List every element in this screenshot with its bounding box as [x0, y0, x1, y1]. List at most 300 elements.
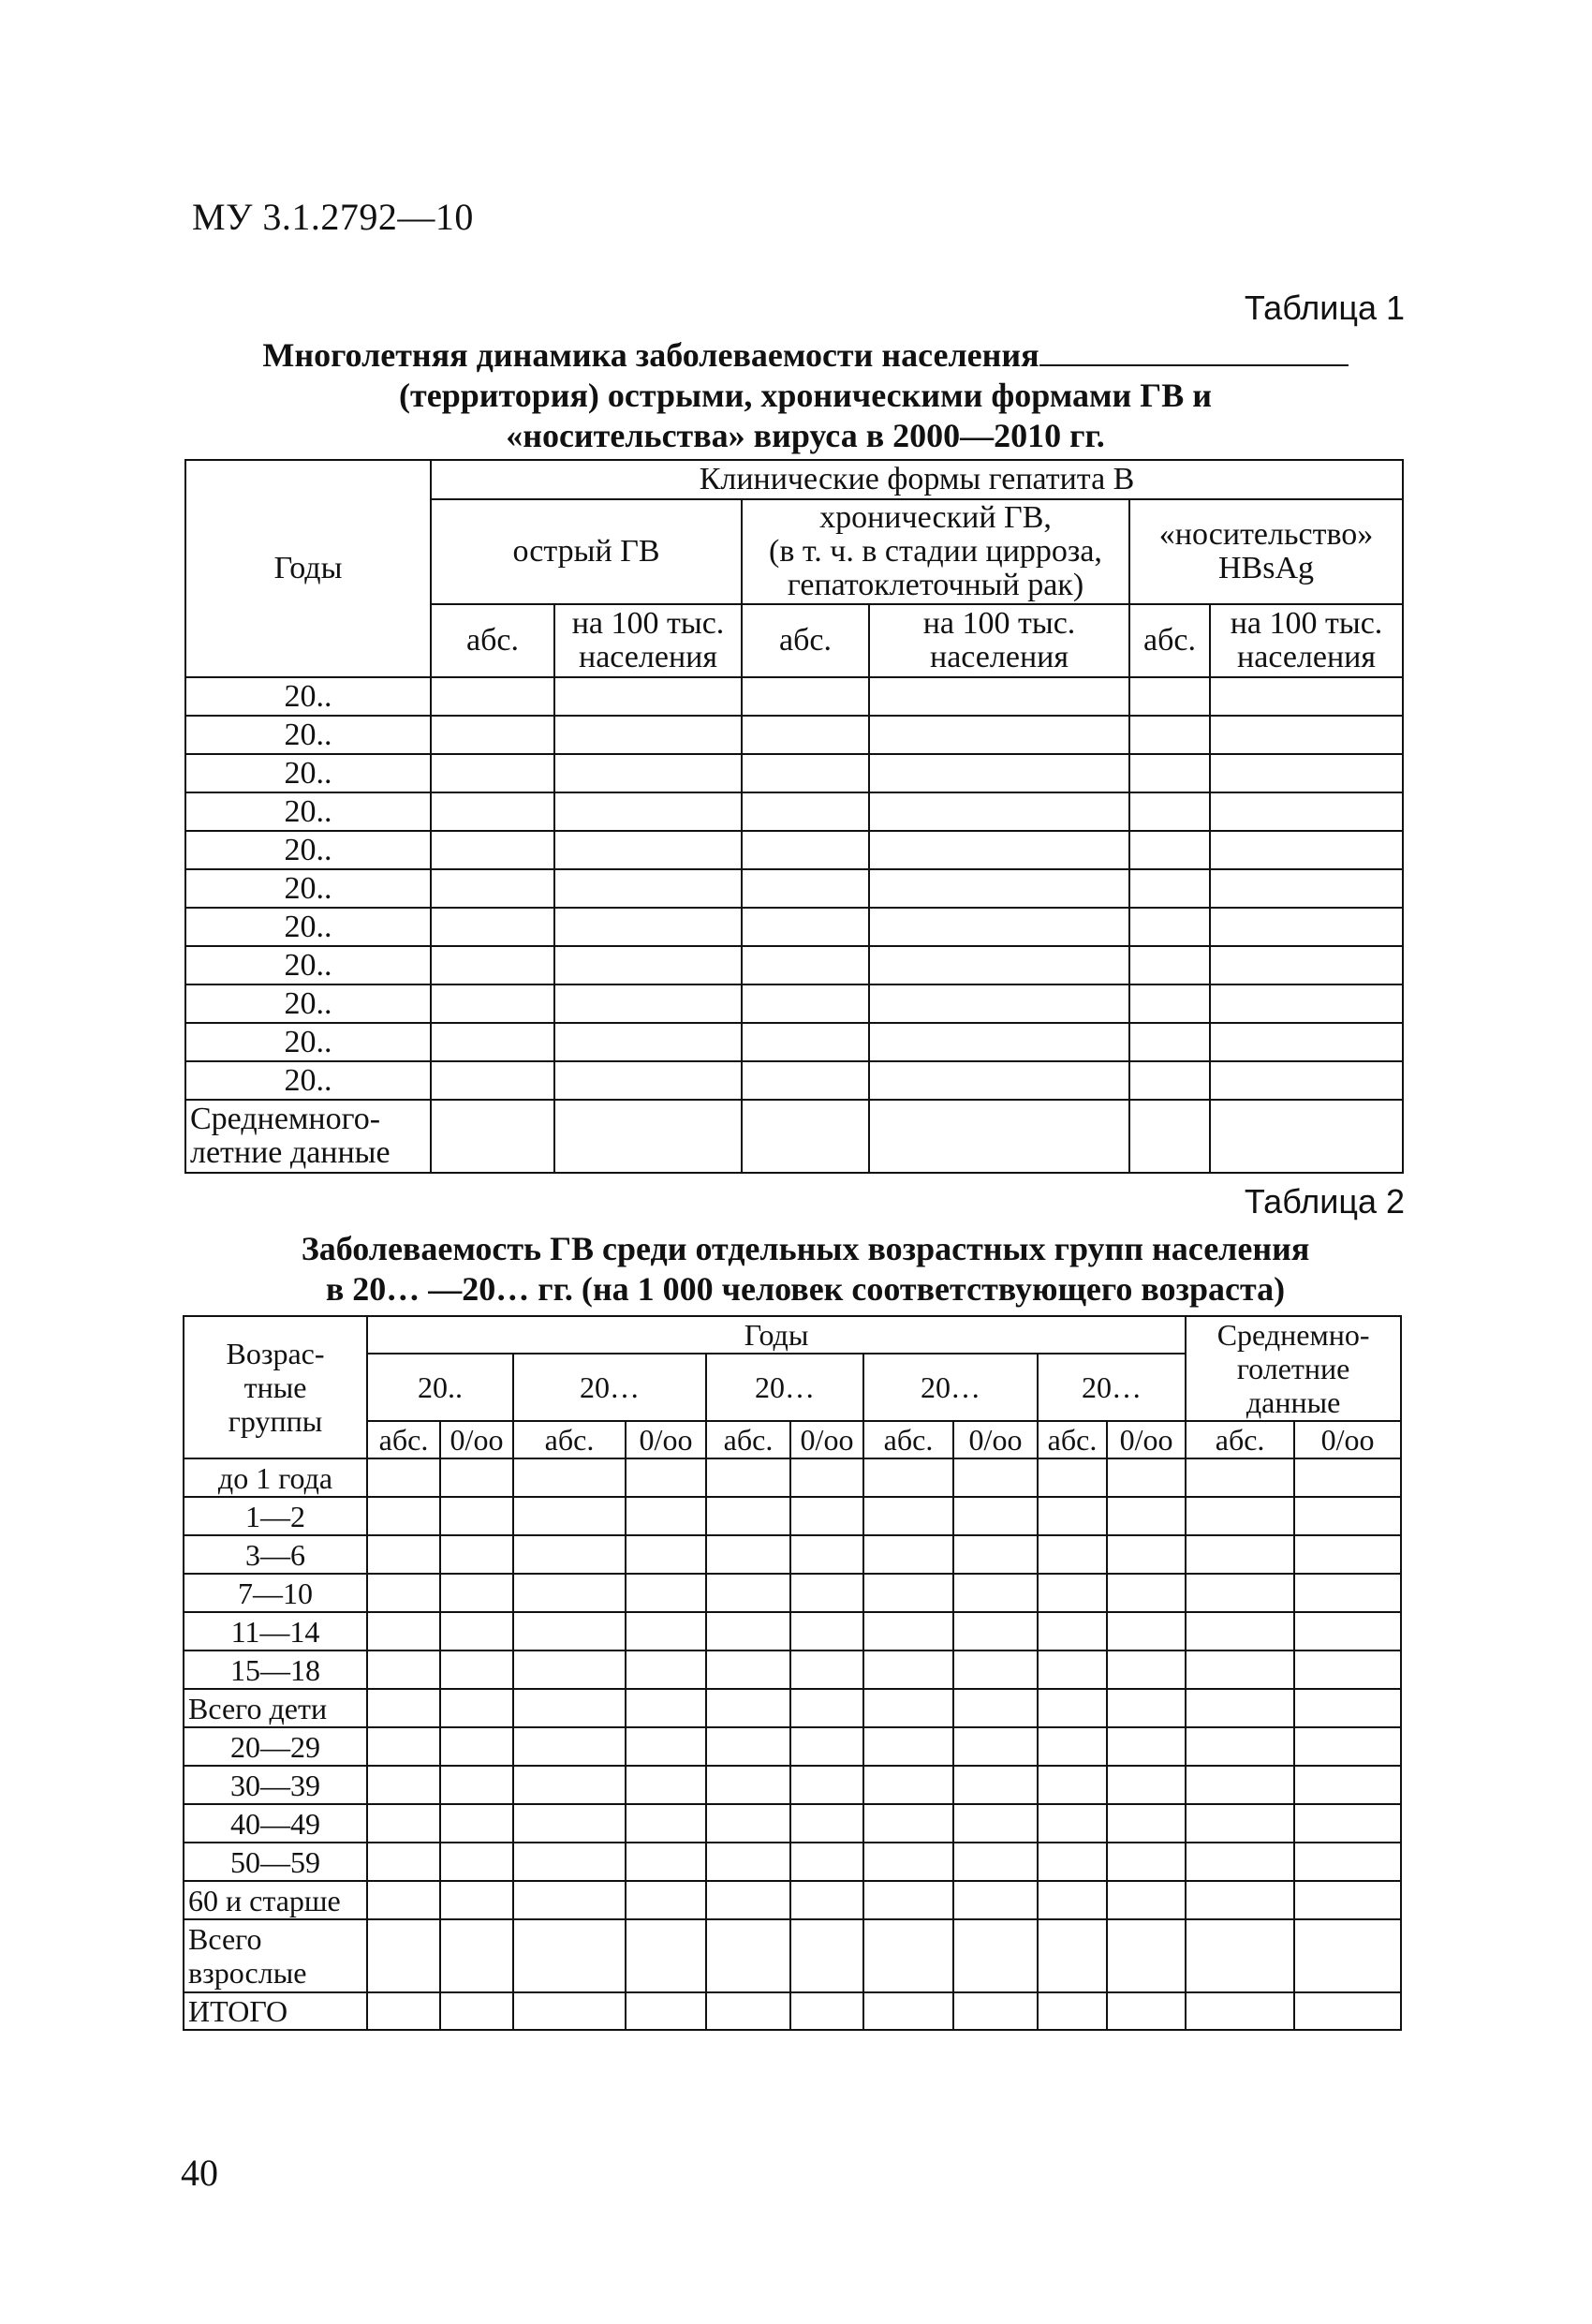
table-cell[interactable]	[742, 984, 869, 1023]
table-cell[interactable]	[1186, 1535, 1294, 1574]
table-cell[interactable]	[440, 1843, 513, 1881]
table-cell[interactable]	[440, 1574, 513, 1612]
year-cell: 20..	[185, 677, 431, 716]
table-cell[interactable]	[1294, 1497, 1401, 1535]
age-group-cell: Всего дети	[184, 1689, 367, 1727]
table-cell[interactable]	[554, 754, 742, 792]
table-cell[interactable]	[1038, 1535, 1107, 1574]
table-cell[interactable]	[1294, 1650, 1401, 1689]
table-cell[interactable]	[1294, 1574, 1401, 1612]
table-cell[interactable]	[1186, 1766, 1294, 1804]
table-cell[interactable]	[869, 1061, 1129, 1100]
table-cell[interactable]	[367, 1612, 440, 1650]
table-cell[interactable]	[790, 1458, 863, 1497]
table-cell[interactable]	[440, 1689, 513, 1727]
table2-header-age-groups	[184, 1316, 367, 1458]
table-cell[interactable]	[790, 1919, 863, 1992]
table-row	[185, 1061, 1403, 1100]
table-cell[interactable]	[742, 677, 869, 716]
table-cell[interactable]	[1107, 1992, 1186, 2030]
table-cell[interactable]	[1129, 869, 1210, 908]
table-cell[interactable]	[790, 1497, 863, 1535]
age-group-cell: 3—6	[184, 1535, 367, 1574]
table-cell[interactable]	[440, 1650, 513, 1689]
table-cell[interactable]	[626, 1881, 706, 1919]
table-cell[interactable]	[863, 1881, 953, 1919]
table-cell[interactable]	[706, 1881, 790, 1919]
table-cell[interactable]	[953, 1992, 1038, 2030]
table-cell[interactable]	[706, 1612, 790, 1650]
table1-header-chronic	[742, 499, 1129, 604]
table-cell[interactable]	[626, 1919, 706, 1992]
table-cell[interactable]	[706, 1689, 790, 1727]
table-cell[interactable]	[367, 1843, 440, 1881]
year-cell: 20..	[185, 869, 431, 908]
table-cell[interactable]	[440, 1612, 513, 1650]
table-cell[interactable]	[953, 1458, 1038, 1497]
table-cell[interactable]	[863, 1689, 953, 1727]
table-cell[interactable]	[1107, 1727, 1186, 1766]
table-cell[interactable]	[626, 1727, 706, 1766]
table-cell[interactable]	[706, 1535, 790, 1574]
table2-total-adults-label	[184, 1919, 367, 1992]
table-cell[interactable]	[554, 908, 742, 946]
year-header: 20…	[513, 1354, 706, 1421]
table-cell[interactable]	[554, 984, 742, 1023]
table-cell[interactable]	[554, 677, 742, 716]
table-cell[interactable]	[953, 1727, 1038, 1766]
table-row	[184, 1458, 1401, 1497]
table-cell[interactable]	[790, 1881, 863, 1919]
table-cell[interactable]	[626, 1650, 706, 1689]
table-cell[interactable]	[742, 1023, 869, 1061]
table-row	[185, 716, 1403, 754]
table-cell[interactable]	[431, 946, 554, 984]
table-cell[interactable]	[513, 1919, 626, 1992]
table-cell[interactable]	[706, 1574, 790, 1612]
table2-title-line2: в 20… —20… гг. (на 1 000 человек соответствующего возраста)	[325, 1270, 1286, 1308]
table-cell[interactable]	[1186, 1612, 1294, 1650]
table-cell[interactable]	[431, 716, 554, 754]
year-cell: 20..	[185, 1023, 431, 1061]
table1-sub-abs: абс.	[742, 604, 869, 677]
table-cell[interactable]	[706, 1766, 790, 1804]
table-cell[interactable]	[431, 1061, 554, 1100]
table-cell[interactable]	[440, 1766, 513, 1804]
table-cell[interactable]	[1186, 1843, 1294, 1881]
table-cell[interactable]	[790, 1650, 863, 1689]
table-cell[interactable]	[869, 908, 1129, 946]
table-cell[interactable]	[790, 1843, 863, 1881]
table-cell[interactable]	[790, 1535, 863, 1574]
table-cell[interactable]	[1210, 946, 1403, 984]
table-cell[interactable]	[863, 1497, 953, 1535]
table-cell[interactable]	[1294, 1881, 1401, 1919]
year-header: 20…	[1038, 1354, 1186, 1421]
table-cell[interactable]	[869, 1100, 1129, 1173]
table-cell[interactable]	[742, 1100, 869, 1173]
table-cell[interactable]	[513, 1843, 626, 1881]
table-cell[interactable]	[1038, 1843, 1107, 1881]
table-cell[interactable]	[431, 754, 554, 792]
table-cell[interactable]	[367, 1497, 440, 1535]
table-cell[interactable]	[1210, 754, 1403, 792]
table-cell[interactable]	[790, 1727, 863, 1766]
table-cell[interactable]	[1294, 1843, 1401, 1881]
age-group-cell: 40—49	[184, 1804, 367, 1843]
table-cell[interactable]	[863, 1650, 953, 1689]
table-cell[interactable]	[626, 1574, 706, 1612]
sub-permille: 0/оо	[953, 1421, 1038, 1458]
table-cell[interactable]	[1038, 1458, 1107, 1497]
per100k-line1: на 100 тыс.	[571, 606, 725, 641]
table-cell[interactable]	[953, 1843, 1038, 1881]
table-cell[interactable]	[554, 1023, 742, 1061]
table-cell[interactable]	[513, 1650, 626, 1689]
table-cell[interactable]	[1107, 1574, 1186, 1612]
table1-header-years: Годы	[185, 460, 431, 677]
table-cell[interactable]	[1186, 1919, 1294, 1992]
table1	[184, 459, 1404, 1174]
table-cell[interactable]	[1186, 1497, 1294, 1535]
table-cell[interactable]	[367, 1458, 440, 1497]
table-cell[interactable]	[1210, 677, 1403, 716]
table-cell[interactable]	[1038, 1727, 1107, 1766]
table-cell[interactable]	[1129, 908, 1210, 946]
per100k-line2: населения	[930, 640, 1069, 674]
table-cell[interactable]	[863, 1843, 953, 1881]
table-cell[interactable]	[790, 1574, 863, 1612]
table1-sub-abs: абс.	[1129, 604, 1210, 677]
table-cell[interactable]	[1107, 1689, 1186, 1727]
chronic-line3: гепатоклеточный рак)	[787, 568, 1084, 602]
table-cell[interactable]	[1186, 1574, 1294, 1612]
table-cell[interactable]	[440, 1458, 513, 1497]
table-cell[interactable]	[1294, 1535, 1401, 1574]
table-cell[interactable]	[513, 1689, 626, 1727]
table-cell[interactable]	[513, 1612, 626, 1650]
table-cell[interactable]	[554, 1100, 742, 1173]
table-cell[interactable]	[431, 1023, 554, 1061]
table-cell[interactable]	[706, 1497, 790, 1535]
age-group-cell: 15—18	[184, 1650, 367, 1689]
summary-line2: летние данные	[190, 1135, 391, 1170]
table-cell[interactable]	[1038, 1574, 1107, 1612]
per100k-line1: на 100 тыс.	[1230, 606, 1383, 641]
table2-label: Таблица 2	[1244, 1182, 1405, 1221]
table-cell[interactable]	[367, 1804, 440, 1843]
table-cell[interactable]	[1107, 1881, 1186, 1919]
table-cell[interactable]	[1294, 1612, 1401, 1650]
table-cell[interactable]	[706, 1458, 790, 1497]
table-cell[interactable]	[1107, 1650, 1186, 1689]
table-cell[interactable]	[1107, 1497, 1186, 1535]
table-cell[interactable]	[1186, 1881, 1294, 1919]
table1-title-line2: (территория) острыми, хроническими формами ГВ и	[399, 377, 1212, 414]
territory-blank	[1039, 336, 1349, 366]
table-cell[interactable]	[1129, 1061, 1210, 1100]
table-cell[interactable]	[513, 1574, 626, 1612]
table-cell[interactable]	[863, 1804, 953, 1843]
table-row	[184, 1766, 1401, 1804]
table-cell[interactable]	[626, 1689, 706, 1727]
year-cell: 20..	[185, 754, 431, 792]
table-cell[interactable]	[1210, 1100, 1403, 1173]
table-cell[interactable]	[1038, 1881, 1107, 1919]
table-cell[interactable]	[953, 1535, 1038, 1574]
table-cell[interactable]	[1294, 1919, 1401, 1992]
table-cell[interactable]	[1210, 792, 1403, 831]
table1-title	[225, 335, 1386, 456]
table-cell[interactable]	[706, 1992, 790, 2030]
table-cell[interactable]	[1129, 831, 1210, 869]
table-cell[interactable]	[869, 831, 1129, 869]
table-cell[interactable]	[790, 1766, 863, 1804]
table2-total-adults-row	[184, 1919, 1401, 1992]
table-cell[interactable]	[554, 1061, 742, 1100]
table-cell[interactable]	[554, 869, 742, 908]
table-cell[interactable]	[554, 792, 742, 831]
year-cell: 20..	[185, 716, 431, 754]
table-row	[185, 792, 1403, 831]
table-cell[interactable]	[440, 1535, 513, 1574]
table-cell[interactable]	[869, 946, 1129, 984]
year-cell: 20..	[185, 946, 431, 984]
table-cell[interactable]	[440, 1727, 513, 1766]
table-cell[interactable]	[863, 1766, 953, 1804]
table-cell[interactable]	[742, 831, 869, 869]
table-cell[interactable]	[1186, 1992, 1294, 2030]
table-cell[interactable]	[706, 1919, 790, 1992]
table-cell[interactable]	[513, 1727, 626, 1766]
table-cell[interactable]	[953, 1766, 1038, 1804]
table-cell[interactable]	[742, 908, 869, 946]
table-cell[interactable]	[626, 1766, 706, 1804]
table-cell[interactable]	[1038, 1612, 1107, 1650]
age-group-cell: 20—29	[184, 1727, 367, 1766]
age-group-cell: 1—2	[184, 1497, 367, 1535]
table-cell[interactable]	[790, 1992, 863, 2030]
table-cell[interactable]	[1294, 1727, 1401, 1766]
table-cell[interactable]	[863, 1535, 953, 1574]
table-cell[interactable]	[1210, 1023, 1403, 1061]
table-cell[interactable]	[431, 677, 554, 716]
table-cell[interactable]	[953, 1574, 1038, 1612]
table-cell[interactable]	[431, 792, 554, 831]
table-cell[interactable]	[367, 1919, 440, 1992]
table-cell[interactable]	[706, 1843, 790, 1881]
table-cell[interactable]	[1038, 1650, 1107, 1689]
table-cell[interactable]	[869, 754, 1129, 792]
table-cell[interactable]	[367, 1727, 440, 1766]
table-cell[interactable]	[1129, 716, 1210, 754]
table-cell[interactable]	[953, 1919, 1038, 1992]
table-cell[interactable]	[1107, 1458, 1186, 1497]
table-cell[interactable]	[513, 1497, 626, 1535]
table-cell[interactable]	[626, 1843, 706, 1881]
year-cell: 20..	[185, 984, 431, 1023]
chronic-line1: хронический ГВ,	[819, 500, 1052, 535]
table-cell[interactable]	[863, 1612, 953, 1650]
table-cell[interactable]	[869, 984, 1129, 1023]
table-cell[interactable]	[513, 1992, 626, 2030]
table-cell[interactable]	[1210, 1061, 1403, 1100]
per100k-line2: населения	[579, 640, 717, 674]
table-cell[interactable]	[440, 1804, 513, 1843]
table-cell[interactable]	[742, 716, 869, 754]
table-cell[interactable]	[1210, 908, 1403, 946]
table-cell[interactable]	[1107, 1535, 1186, 1574]
table-cell[interactable]	[1210, 869, 1403, 908]
table-cell[interactable]	[431, 1100, 554, 1173]
table-cell[interactable]	[790, 1612, 863, 1650]
table-cell[interactable]	[1038, 1689, 1107, 1727]
table1-sub-abs: абс.	[431, 604, 554, 677]
table-cell[interactable]	[1294, 1992, 1401, 2030]
table-cell[interactable]	[742, 946, 869, 984]
table-cell[interactable]	[1294, 1766, 1401, 1804]
table-cell[interactable]	[706, 1650, 790, 1689]
table-cell[interactable]	[953, 1612, 1038, 1650]
table-cell[interactable]	[431, 908, 554, 946]
table-cell[interactable]	[1186, 1727, 1294, 1766]
table-cell[interactable]	[742, 869, 869, 908]
table-cell[interactable]	[742, 754, 869, 792]
table-row	[184, 1535, 1401, 1574]
table-cell[interactable]	[790, 1689, 863, 1727]
table-cell[interactable]	[1186, 1650, 1294, 1689]
table-cell[interactable]	[1038, 1919, 1107, 1992]
age-group-cell: 7—10	[184, 1574, 367, 1612]
table-cell[interactable]	[431, 831, 554, 869]
table-row	[184, 1650, 1401, 1689]
table-cell[interactable]	[367, 1535, 440, 1574]
table-cell[interactable]	[440, 1497, 513, 1535]
table-cell[interactable]	[863, 1458, 953, 1497]
table-cell[interactable]	[431, 984, 554, 1023]
table-cell[interactable]	[1107, 1612, 1186, 1650]
table-cell[interactable]	[367, 1689, 440, 1727]
table-cell[interactable]	[869, 792, 1129, 831]
table-cell[interactable]	[863, 1574, 953, 1612]
table-cell[interactable]	[1294, 1689, 1401, 1727]
table-cell[interactable]	[742, 1061, 869, 1100]
table-cell[interactable]	[1107, 1804, 1186, 1843]
table-cell[interactable]	[626, 1992, 706, 2030]
table-cell[interactable]	[367, 1992, 440, 2030]
table-cell[interactable]	[367, 1766, 440, 1804]
table-cell[interactable]	[953, 1689, 1038, 1727]
table-cell[interactable]	[869, 677, 1129, 716]
table-cell[interactable]	[869, 869, 1129, 908]
age-group-cell: 30—39	[184, 1766, 367, 1804]
table-cell[interactable]	[1129, 1100, 1210, 1173]
table-row	[185, 677, 1403, 716]
table-cell[interactable]	[869, 716, 1129, 754]
table-cell[interactable]	[1186, 1458, 1294, 1497]
sub-abs: абс.	[706, 1421, 790, 1458]
table-cell[interactable]	[1186, 1689, 1294, 1727]
table-cell[interactable]	[863, 1727, 953, 1766]
table-row	[185, 946, 1403, 984]
adults-line1: Всего	[188, 1922, 262, 1956]
table-row	[185, 1023, 1403, 1061]
table-cell[interactable]	[1129, 754, 1210, 792]
table-cell[interactable]	[554, 946, 742, 984]
table-cell[interactable]	[953, 1497, 1038, 1535]
table-cell[interactable]	[1210, 831, 1403, 869]
table-cell[interactable]	[1129, 946, 1210, 984]
table-cell[interactable]	[1129, 792, 1210, 831]
sub-abs: абс.	[367, 1421, 440, 1458]
table1-sub-per100k	[554, 604, 742, 677]
table-cell[interactable]	[513, 1766, 626, 1804]
table-cell[interactable]	[513, 1881, 626, 1919]
table-cell[interactable]	[626, 1458, 706, 1497]
table-row	[184, 1574, 1401, 1612]
table-cell[interactable]	[1107, 1766, 1186, 1804]
table-cell[interactable]	[953, 1650, 1038, 1689]
table2-title	[225, 1229, 1386, 1310]
table-cell[interactable]	[1210, 716, 1403, 754]
table-cell[interactable]	[1294, 1458, 1401, 1497]
table-cell[interactable]	[431, 869, 554, 908]
table-cell[interactable]	[1107, 1919, 1186, 1992]
sub-permille: 0/оо	[1107, 1421, 1186, 1458]
table-cell[interactable]	[1210, 984, 1403, 1023]
table-cell[interactable]	[953, 1881, 1038, 1919]
table-cell[interactable]	[1038, 1766, 1107, 1804]
sub-abs: абс.	[513, 1421, 626, 1458]
table-cell[interactable]	[706, 1804, 790, 1843]
table1-header-carrier	[1129, 499, 1403, 604]
table-cell[interactable]	[953, 1804, 1038, 1843]
table-cell[interactable]	[1129, 1023, 1210, 1061]
table-cell[interactable]	[1129, 677, 1210, 716]
table-cell[interactable]	[554, 716, 742, 754]
age-group-cell: 11—14	[184, 1612, 367, 1650]
table-cell[interactable]	[863, 1919, 953, 1992]
table-cell[interactable]	[1038, 1804, 1107, 1843]
table-cell[interactable]	[440, 1919, 513, 1992]
table-cell[interactable]	[626, 1612, 706, 1650]
table-cell[interactable]	[513, 1458, 626, 1497]
table-cell[interactable]	[869, 1023, 1129, 1061]
table-cell[interactable]	[440, 1881, 513, 1919]
table-cell[interactable]	[1038, 1992, 1107, 2030]
table-cell[interactable]	[626, 1535, 706, 1574]
table-cell[interactable]	[626, 1497, 706, 1535]
table-cell[interactable]	[1294, 1804, 1401, 1843]
table-cell[interactable]	[626, 1804, 706, 1843]
table-cell[interactable]	[790, 1804, 863, 1843]
table-cell[interactable]	[554, 831, 742, 869]
table-cell[interactable]	[863, 1992, 953, 2030]
table-cell[interactable]	[1038, 1497, 1107, 1535]
table-cell[interactable]	[742, 792, 869, 831]
table-cell[interactable]	[440, 1992, 513, 2030]
table-cell[interactable]	[513, 1535, 626, 1574]
table-cell[interactable]	[1107, 1843, 1186, 1881]
table-cell[interactable]	[367, 1574, 440, 1612]
table-cell[interactable]	[706, 1727, 790, 1766]
table-cell[interactable]	[513, 1804, 626, 1843]
table-cell[interactable]	[1129, 984, 1210, 1023]
table-cell[interactable]	[367, 1881, 440, 1919]
table-cell[interactable]	[1186, 1804, 1294, 1843]
table-cell[interactable]	[367, 1650, 440, 1689]
groups-line1: Возрас-	[226, 1337, 325, 1370]
